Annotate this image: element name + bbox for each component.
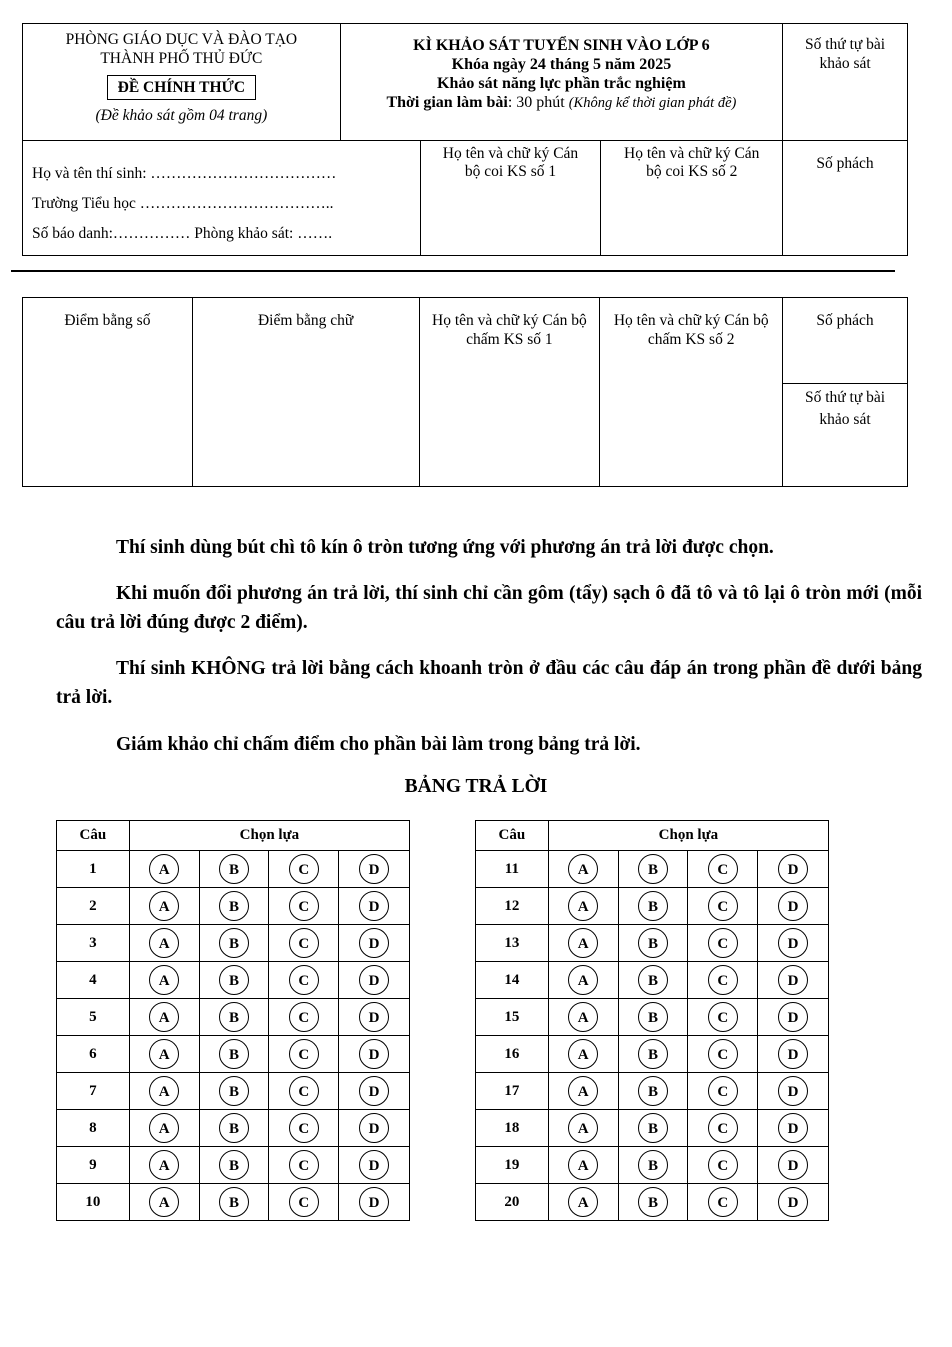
answer-cell <box>688 962 758 999</box>
answer-cell <box>199 1147 269 1184</box>
candidate-name-field[interactable]: Họ và tên thí sinh: ……………………………… <box>32 165 337 182</box>
instructions-2 <box>56 579 922 637</box>
header-table <box>22 23 908 256</box>
question-number: 1 <box>57 851 130 888</box>
answer-cell <box>129 962 199 999</box>
answer-cell <box>758 1110 829 1147</box>
answer-bubble-c[interactable]: C <box>289 1076 319 1106</box>
answer-bubble-d[interactable]: D <box>359 1039 389 1069</box>
answer-cell <box>129 1110 199 1147</box>
answer-row <box>476 1036 829 1073</box>
answer-cell <box>269 962 339 999</box>
answer-row <box>57 1073 410 1110</box>
exam-date: Khóa ngày 24 tháng 5 năm 2025 <box>451 56 672 73</box>
answer-cell <box>688 1073 758 1110</box>
answer-bubble-a[interactable]: A <box>568 891 598 921</box>
pages-note: (Đề khảo sát gồm 04 trang) <box>95 107 268 124</box>
serial-number-cell <box>783 24 908 141</box>
answer-bubble-a[interactable]: A <box>149 1150 179 1180</box>
question-number: 16 <box>476 1036 549 1073</box>
answer-cell <box>339 1073 410 1110</box>
answer-bubble-c[interactable]: C <box>289 854 319 884</box>
answer-table-left <box>56 820 410 1221</box>
answer-cell <box>129 888 199 925</box>
answer-row <box>476 851 829 888</box>
answer-bubble-c[interactable]: C <box>708 854 738 884</box>
answer-bubble-d[interactable]: D <box>359 1187 389 1217</box>
instruction-4: Giám khảo chỉ chấm điểm cho phần bài làm trong bảng trả lời. <box>116 734 641 755</box>
answer-cell <box>339 1110 410 1147</box>
answer-bubble-d[interactable]: D <box>359 965 389 995</box>
answer-cell <box>548 851 618 888</box>
answer-bubble-d[interactable]: D <box>359 1150 389 1180</box>
answer-cell <box>758 851 829 888</box>
answer-bubble-a[interactable]: A <box>149 1076 179 1106</box>
official-label: ĐỀ CHÍNH THỨC <box>107 75 256 100</box>
answer-cell <box>339 1184 410 1221</box>
answer-bubble-d[interactable]: D <box>359 1113 389 1143</box>
proctor2-label: Họ tên và chữ ký Cán bộ coi KS số 2 <box>624 145 760 180</box>
answer-cell <box>129 851 199 888</box>
answer-bubble-d[interactable]: D <box>359 854 389 884</box>
answer-bubble-d[interactable]: D <box>778 1150 808 1180</box>
answer-bubble-b[interactable]: B <box>219 965 249 995</box>
candidate-id-field[interactable]: Số báo danh:…………… Phòng khảo sát: ……. <box>32 225 333 242</box>
question-number: 14 <box>476 962 549 999</box>
serial-number-label: Số thứ tự bài khảo sát <box>805 36 886 72</box>
answer-bubble-a[interactable]: A <box>149 1002 179 1032</box>
answer-row <box>476 1184 829 1221</box>
score-serial-label: Số thứ tự bài khảo sát <box>804 389 886 428</box>
instructions-3 <box>56 654 922 712</box>
grader2-label: Họ tên và chữ ký Cán bộ chấm KS số 2 <box>613 312 769 348</box>
instruction-1: Thí sinh dùng bút chì tô kín ô tròn tương ứng với phương án trả lời được chọn. <box>116 537 774 558</box>
exam-subject: Khảo sát năng lực phần trắc nghiệm <box>437 75 686 92</box>
answer-cell <box>269 1110 339 1147</box>
time-value: : 30 phút <box>507 94 569 111</box>
answer-bubble-d[interactable]: D <box>778 1113 808 1143</box>
question-number: 19 <box>476 1147 549 1184</box>
answer-cell <box>618 1184 688 1221</box>
answer-bubble-c[interactable]: C <box>708 928 738 958</box>
answer-cell <box>548 1073 618 1110</box>
answer-cell <box>199 962 269 999</box>
answer-cell <box>129 925 199 962</box>
question-number: 6 <box>57 1036 130 1073</box>
answer-bubble-b[interactable]: B <box>219 1039 249 1069</box>
answer-bubble-d[interactable]: D <box>778 1076 808 1106</box>
answer-bubble-b[interactable]: B <box>219 854 249 884</box>
column-header-choice: Chọn lựa <box>129 821 409 851</box>
answer-bubble-d[interactable]: D <box>778 854 808 884</box>
answer-cell <box>618 1036 688 1073</box>
answer-cell <box>758 1073 829 1110</box>
answer-bubble-a[interactable]: A <box>568 1002 598 1032</box>
answer-row <box>57 1184 410 1221</box>
department-cell <box>23 24 341 141</box>
candidate-info-cell <box>23 141 421 256</box>
code-label: Số phách <box>816 155 874 172</box>
answer-cell <box>618 1147 688 1184</box>
answer-cell <box>688 1147 758 1184</box>
answer-cell <box>199 999 269 1036</box>
instruction-3: Thí sinh KHÔNG trả lời bằng cách khoanh tròn ở đầu các câu đáp án trong phần đề dưới bảng trả lời. <box>56 658 922 708</box>
answer-cell <box>548 999 618 1036</box>
answer-cell <box>269 1147 339 1184</box>
answer-bubble-c[interactable]: C <box>289 1039 319 1069</box>
answer-cell <box>548 925 618 962</box>
answer-cell <box>129 1147 199 1184</box>
score-number-label: Điểm bằng số <box>64 312 151 329</box>
answer-row <box>476 962 829 999</box>
answer-cell <box>688 1110 758 1147</box>
column-header-question: Câu <box>476 821 549 851</box>
answer-cell <box>688 851 758 888</box>
question-number: 9 <box>57 1147 130 1184</box>
instructions-4 <box>56 730 922 759</box>
question-number: 11 <box>476 851 549 888</box>
answer-bubble-c[interactable]: C <box>289 965 319 995</box>
question-number: 17 <box>476 1073 549 1110</box>
answer-bubble-c[interactable]: C <box>708 1039 738 1069</box>
answer-cell <box>758 1036 829 1073</box>
answer-cell <box>129 1184 199 1221</box>
score-table <box>22 297 908 487</box>
question-number: 15 <box>476 999 549 1036</box>
column-header-question: Câu <box>57 821 130 851</box>
answer-bubble-b[interactable]: B <box>638 1113 668 1143</box>
answer-bubble-a[interactable]: A <box>568 854 598 884</box>
answer-bubble-a[interactable]: A <box>149 1039 179 1069</box>
answer-cell <box>688 1036 758 1073</box>
answer-bubble-d[interactable]: D <box>778 1187 808 1217</box>
answer-bubble-d[interactable]: D <box>778 965 808 995</box>
answer-cell <box>548 1036 618 1073</box>
answer-cell <box>758 888 829 925</box>
proctor2-cell <box>601 141 783 256</box>
answer-bubble-b[interactable]: B <box>638 1076 668 1106</box>
answer-cell <box>688 888 758 925</box>
answer-cell <box>199 888 269 925</box>
score-code-label: Số phách <box>816 312 874 329</box>
exam-time <box>342 93 781 113</box>
answer-bubble-d[interactable]: D <box>359 928 389 958</box>
answer-bubble-d[interactable]: D <box>778 928 808 958</box>
answer-cell <box>688 1184 758 1221</box>
answer-cell <box>129 1036 199 1073</box>
answer-row <box>57 1036 410 1073</box>
question-number: 8 <box>57 1110 130 1147</box>
answer-row <box>476 888 829 925</box>
answer-bubble-b[interactable]: B <box>638 1002 668 1032</box>
answer-bubble-a[interactable]: A <box>149 854 179 884</box>
answer-bubble-b[interactable]: B <box>219 1113 249 1143</box>
answer-bubble-b[interactable]: B <box>219 1002 249 1032</box>
answer-cell <box>339 888 410 925</box>
answer-cell <box>618 962 688 999</box>
answer-bubble-a[interactable]: A <box>568 1113 598 1143</box>
answer-row <box>476 1110 829 1147</box>
answer-cell <box>269 999 339 1036</box>
question-number: 4 <box>57 962 130 999</box>
answer-bubble-c[interactable]: C <box>708 1002 738 1032</box>
department-name-line2: THÀNH PHỐ THỦ ĐỨC <box>100 50 263 67</box>
answer-cell <box>129 1073 199 1110</box>
answer-bubble-c[interactable]: C <box>708 1113 738 1143</box>
answer-cell <box>758 1184 829 1221</box>
answer-bubble-b[interactable]: B <box>219 1187 249 1217</box>
question-number: 12 <box>476 888 549 925</box>
question-number: 10 <box>57 1184 130 1221</box>
answer-bubble-b[interactable]: B <box>638 891 668 921</box>
time-label: Thời gian làm bài <box>386 94 508 111</box>
answer-cell <box>199 925 269 962</box>
answer-bubble-c[interactable]: C <box>708 1150 738 1180</box>
score-code-cell <box>783 298 908 384</box>
score-words-cell <box>192 298 419 487</box>
answer-bubble-a[interactable]: A <box>149 1187 179 1217</box>
answer-cell <box>269 925 339 962</box>
code-cell <box>783 141 908 256</box>
answer-cell <box>269 1184 339 1221</box>
answer-row <box>57 925 410 962</box>
answer-cell <box>548 962 618 999</box>
answer-bubble-a[interactable]: A <box>568 1187 598 1217</box>
answer-row <box>476 1073 829 1110</box>
answer-cell <box>758 999 829 1036</box>
answer-bubble-a[interactable]: A <box>568 928 598 958</box>
answer-bubble-b[interactable]: B <box>219 1076 249 1106</box>
answer-bubble-a[interactable]: A <box>149 891 179 921</box>
answer-bubble-c[interactable]: C <box>289 1187 319 1217</box>
grader1-cell <box>419 298 600 487</box>
time-note: (Không kể thời gian phát đề) <box>568 95 737 111</box>
column-header-choice: Chọn lựa <box>548 821 828 851</box>
answer-bubble-d[interactable]: D <box>359 1076 389 1106</box>
score-number-cell <box>23 298 193 487</box>
answer-bubble-a[interactable]: A <box>149 1113 179 1143</box>
question-number: 13 <box>476 925 549 962</box>
question-number: 7 <box>57 1073 130 1110</box>
answer-bubble-b[interactable]: B <box>219 891 249 921</box>
answer-cell <box>129 999 199 1036</box>
exam-info-cell <box>340 24 782 141</box>
instructions <box>56 533 922 562</box>
answer-cell <box>618 999 688 1036</box>
answer-bubble-b[interactable]: B <box>638 965 668 995</box>
answer-row <box>57 851 410 888</box>
score-serial-cell <box>783 384 908 487</box>
answer-cell <box>199 851 269 888</box>
answer-bubble-a[interactable]: A <box>149 965 179 995</box>
answer-cell <box>339 851 410 888</box>
answer-cell <box>688 999 758 1036</box>
answer-bubble-d[interactable]: D <box>359 1002 389 1032</box>
answer-bubble-d[interactable]: D <box>359 891 389 921</box>
answer-cell <box>269 851 339 888</box>
answer-cell <box>618 1073 688 1110</box>
answer-row <box>57 999 410 1036</box>
answer-cell <box>199 1073 269 1110</box>
answer-bubble-c[interactable]: C <box>708 891 738 921</box>
answer-bubble-c[interactable]: C <box>289 928 319 958</box>
answer-cell <box>758 925 829 962</box>
answer-row <box>57 1110 410 1147</box>
answer-cell <box>548 1110 618 1147</box>
answer-bubble-c[interactable]: C <box>289 891 319 921</box>
score-words-label: Điểm bằng chữ <box>257 312 354 329</box>
grader1-label: Họ tên và chữ ký Cán bộ chấm KS số 1 <box>432 312 587 348</box>
answer-row <box>476 925 829 962</box>
answer-bubble-c[interactable]: C <box>708 1187 738 1217</box>
grader2-cell <box>600 298 783 487</box>
department-name-line1: PHÒNG GIÁO DỤC VÀ ĐÀO TẠO <box>65 31 298 48</box>
answer-bubble-a[interactable]: A <box>568 965 598 995</box>
answer-bubble-b[interactable]: B <box>638 854 668 884</box>
answer-bubble-b[interactable]: B <box>638 1039 668 1069</box>
answer-cell <box>199 1184 269 1221</box>
instruction-2: Khi muốn đổi phương án trả lời, thí sinh chỉ cần gôm (tẩy) sạch ô đã tô và tô lại ô tròn mới (mỗi câu trả lời đúng được 2 điểm). <box>56 583 922 633</box>
answer-table-right <box>475 820 829 1221</box>
answer-cell <box>339 925 410 962</box>
school-field[interactable]: Trường Tiểu học ……………………………….. <box>32 195 334 212</box>
answer-bubble-d[interactable]: D <box>778 1039 808 1069</box>
answer-bubble-c[interactable]: C <box>708 1076 738 1106</box>
answer-cell <box>618 888 688 925</box>
answer-bubble-a[interactable]: A <box>568 1039 598 1069</box>
answer-cell <box>199 1110 269 1147</box>
answer-bubble-c[interactable]: C <box>289 1113 319 1143</box>
answer-cell <box>199 1036 269 1073</box>
answer-cell <box>548 888 618 925</box>
answer-bubble-b[interactable]: B <box>219 928 249 958</box>
answer-bubble-c[interactable]: C <box>708 965 738 995</box>
answer-cell <box>269 1073 339 1110</box>
question-number: 5 <box>57 999 130 1036</box>
proctor1-cell <box>420 141 601 256</box>
answer-cell <box>339 1036 410 1073</box>
answer-bubble-a[interactable]: A <box>568 1076 598 1106</box>
answer-cell <box>339 1147 410 1184</box>
answer-bubble-a[interactable]: A <box>568 1150 598 1180</box>
answer-cell <box>758 1147 829 1184</box>
answer-bubble-a[interactable]: A <box>149 928 179 958</box>
answer-bubble-c[interactable]: C <box>289 1150 319 1180</box>
answer-cell <box>758 962 829 999</box>
answer-cell <box>618 925 688 962</box>
answer-row <box>57 888 410 925</box>
answer-bubble-b[interactable]: B <box>638 928 668 958</box>
answer-row <box>57 1147 410 1184</box>
answer-bubble-b[interactable]: B <box>638 1150 668 1180</box>
answer-bubble-d[interactable]: D <box>778 891 808 921</box>
answer-sheet-title: BẢNG TRẢ LỜI <box>404 776 548 797</box>
answer-row <box>57 962 410 999</box>
answer-cell <box>548 1184 618 1221</box>
answer-cell <box>269 888 339 925</box>
answer-bubble-d[interactable]: D <box>778 1002 808 1032</box>
proctor1-label: Họ tên và chữ ký Cán bộ coi KS số 1 <box>442 145 579 180</box>
answer-bubble-b[interactable]: B <box>638 1187 668 1217</box>
answer-bubble-c[interactable]: C <box>289 1002 319 1032</box>
answer-cell <box>269 1036 339 1073</box>
answer-row <box>476 999 829 1036</box>
answer-cell <box>688 925 758 962</box>
answer-cell <box>548 1147 618 1184</box>
answer-row <box>476 1147 829 1184</box>
question-number: 3 <box>57 925 130 962</box>
answer-bubble-b[interactable]: B <box>219 1150 249 1180</box>
answer-cell <box>339 999 410 1036</box>
question-number: 20 <box>476 1184 549 1221</box>
cut-line <box>11 270 895 272</box>
answer-cell <box>618 1110 688 1147</box>
answer-cell <box>618 851 688 888</box>
exam-title: KÌ KHẢO SÁT TUYỂN SINH VÀO LỚP 6 <box>413 37 710 54</box>
question-number: 2 <box>57 888 130 925</box>
question-number: 18 <box>476 1110 549 1147</box>
answer-cell <box>339 962 410 999</box>
